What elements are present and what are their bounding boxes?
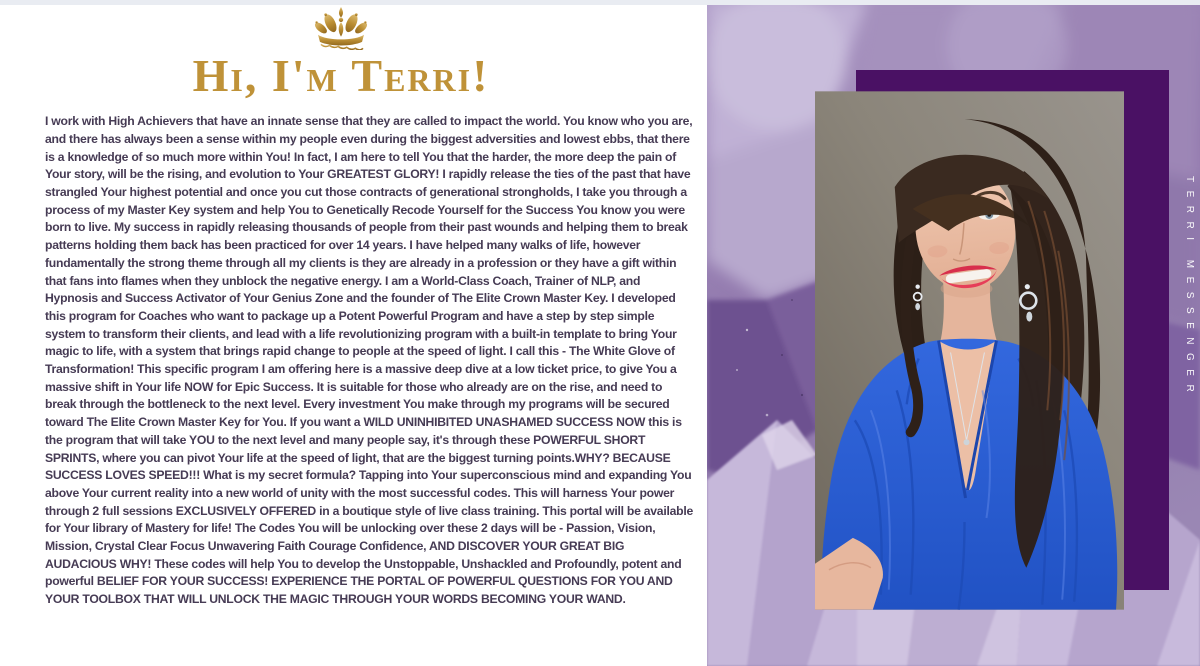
crown-icon [311, 6, 371, 50]
amethyst-panel [707, 0, 1200, 666]
page-title: Hi, I'm Terri! [192, 50, 490, 101]
vertical-name-label: TERRI MESSENGER [1184, 176, 1195, 401]
header-block [45, 6, 637, 99]
bio-paragraph: I work with High Achievers that have an innate sense that they are called to impact the world. You know who you are, and there has always been a sense within my people even during the biggest adversities and lowest ebbs, that there is a knowledge of so much more within You! In fact, I am here to tell You that the harder, the more deep the pain of Your story, will be the rising, and evolution to Your GREATEST GLORY! I rapidly release the ties of the past that have strangled Your highest potential and once you cut those contracts of generational strongholds, I take you through a process of my Master Key system and help You to Genetically Recode Yourself for the Success You know you were born to live. My success in rapidly releasing thousands of people from their past wounds and helping them to break patterns holding them back has been practiced for over 14 years. I have helped many walks of life, however fundamentally the strong theme through all my clients is they are already in a profession or they have a gift within that fans into flames when they unblock the negative energy. I am a World-Class Coach, Trainer of NLP, and Hypnosis and Success Activator of Your Genius Zone and the founder of The Elite Crown Master Key. I developed this program for Coaches who want to package up a Potent Powerful Program and have a step by step simple system to transform their clients, and lead with a life revolutionizing program with a built-in template to bring Your magic to life, with a system that brings rapid change to people at the speed of light. I call this - The White Glove of Transformation! This specific program I am offering here is a massive deep dive at a low ticket price, to give You a massive shift in Your life NOW for Epic Success. It is suitable for those who already are on the rise, and need to break through the bottleneck to the next level. Every investment You make through my programs will be secured toward The Elite Crown Master Key for You. If you want a WILD UNINHIBITED UNASHAMED SUCCESS NOW this is the program that will take YOU to the next level and many people say, it's through these POWERFUL SHORT SPRINTS, where you can pivot Your life at the speed of light, that are the biggest turning points.WHY? BECAUSE SUCCESS LOVES SPEED!!! What is my secret formula? Tapping into Your superconscious mind and expanding You above Your current reality into a new world of unity with the most successful codes. This will harness Your power through 2 full sessions EXCLUSIVELY OFFERED in a boutique style of live class training. This portal will be available for Your library of Mastery for life! The Codes You will be unlocking over these 2 days will be - Passion, Vision, Mission, Crystal Clear Focus Unwavering Faith Courage Confidence, AND DISCOVER YOUR GREAT BIG AUDACIOUS WHY! These codes will help You to develop the Unstoppable, Unshackled and Profoundly, potent and powerful BELIEF FOR YOUR SUCCESS! EXPERIENCE THE PORTAL OF POWERFUL QUESTIONS FOR YOU AND YOUR TOOLBOX THAT WILL UNLOCK THE MAGIC THROUGH YOUR WORDS BECOMING YOUR WAND. [45, 114, 693, 607]
top-strip [0, 0, 1200, 5]
terri-portrait-photo [815, 91, 1124, 610]
